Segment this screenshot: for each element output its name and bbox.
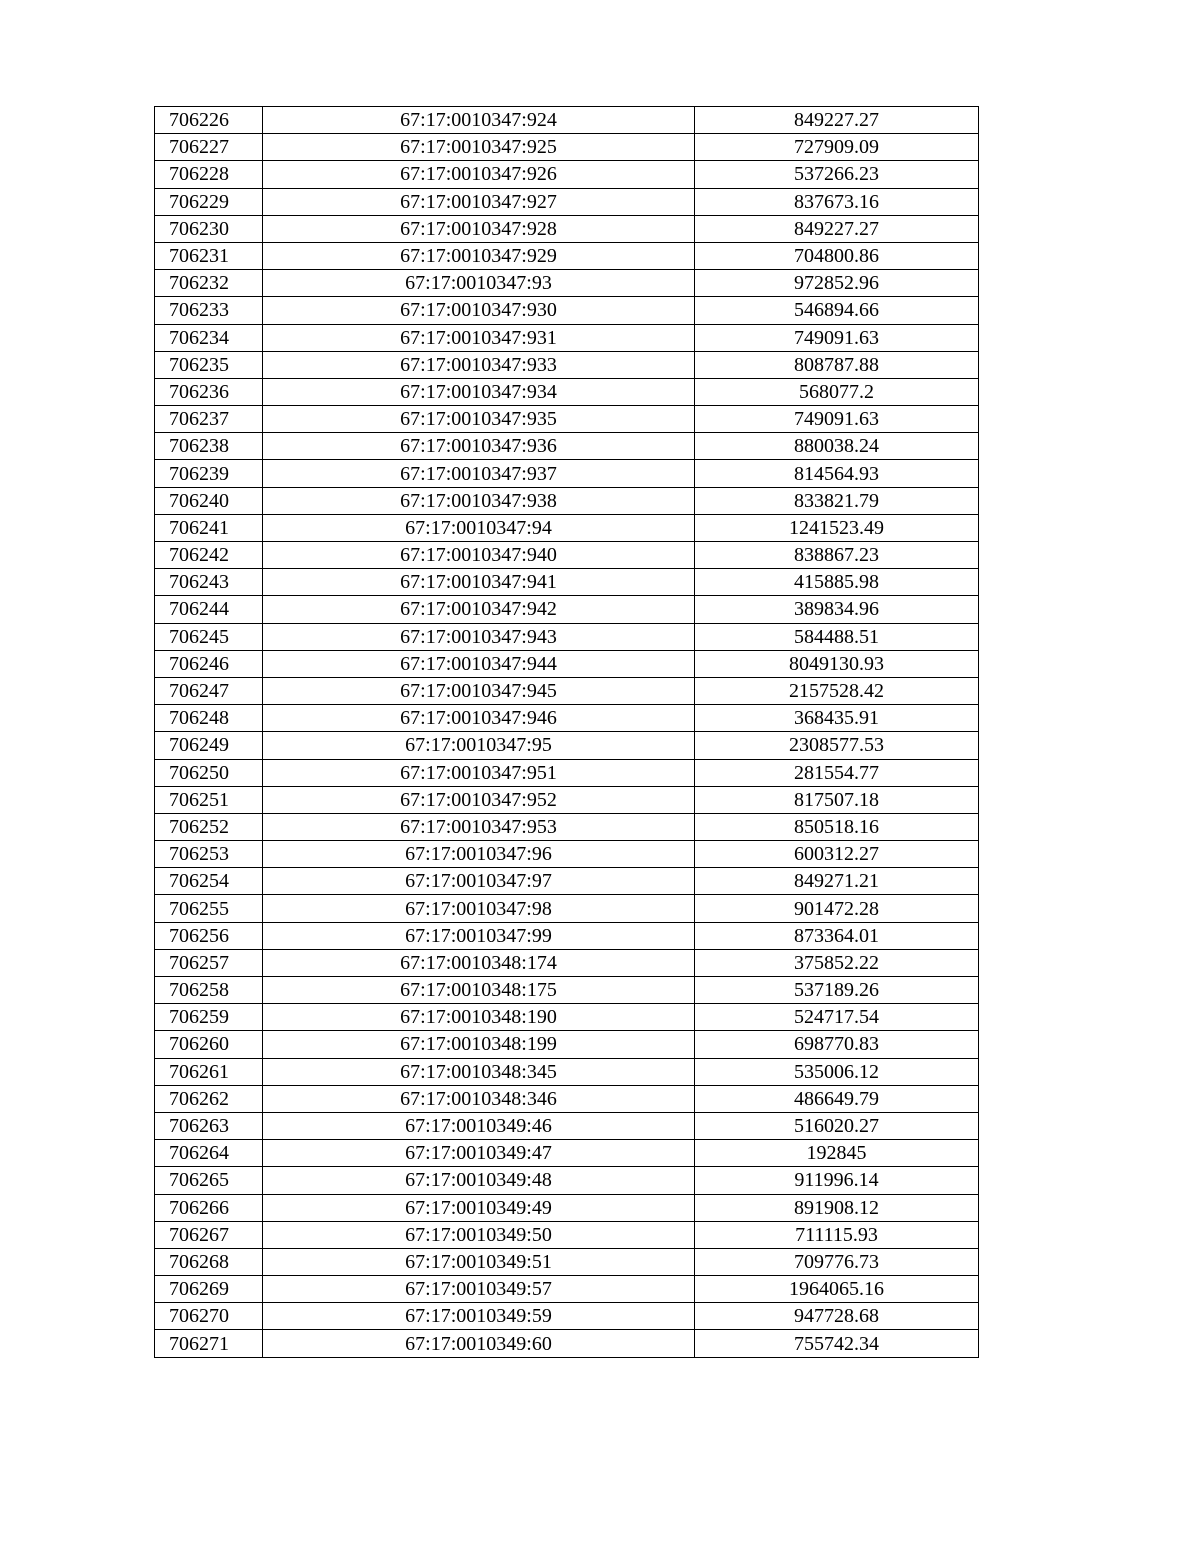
cadastral-value-cell: 698770.83	[695, 1031, 979, 1058]
cadastral-value-cell: 808787.88	[695, 351, 979, 378]
cadastral-number-cell: 67:17:0010347:93	[263, 270, 695, 297]
row-number-cell: 706227	[155, 134, 263, 161]
cadastral-value-cell: 584488.51	[695, 623, 979, 650]
cadastral-number-cell: 67:17:0010347:936	[263, 433, 695, 460]
cadastral-number-cell: 67:17:0010348:345	[263, 1058, 695, 1085]
cadastral-number-cell: 67:17:0010347:941	[263, 569, 695, 596]
cadastral-value-cell: 368435.91	[695, 705, 979, 732]
row-number-cell: 706254	[155, 868, 263, 895]
row-number-cell: 706262	[155, 1085, 263, 1112]
cadastral-value-cell: 873364.01	[695, 922, 979, 949]
table-row	[155, 487, 979, 514]
row-number-cell: 706259	[155, 1004, 263, 1031]
table-row	[155, 895, 979, 922]
cadastral-value-cell: 415885.98	[695, 569, 979, 596]
table-row	[155, 732, 979, 759]
cadastral-value-cell: 849227.27	[695, 215, 979, 242]
cadastral-value-cell: 389834.96	[695, 596, 979, 623]
cadastral-number-cell: 67:17:0010347:937	[263, 460, 695, 487]
cadastral-number-cell: 67:17:0010349:46	[263, 1112, 695, 1139]
cadastral-number-cell: 67:17:0010347:931	[263, 324, 695, 351]
cadastral-value-cell: 600312.27	[695, 841, 979, 868]
table-row	[155, 705, 979, 732]
cadastral-value-cell: 972852.96	[695, 270, 979, 297]
cadastral-value-cell: 814564.93	[695, 460, 979, 487]
row-number-cell: 706235	[155, 351, 263, 378]
table-row	[155, 161, 979, 188]
row-number-cell: 706241	[155, 514, 263, 541]
cadastral-number-cell: 67:17:0010347:946	[263, 705, 695, 732]
cadastral-value-cell: 546894.66	[695, 297, 979, 324]
table-row	[155, 1112, 979, 1139]
cadastral-value-cell: 727909.09	[695, 134, 979, 161]
table-row	[155, 297, 979, 324]
cadastral-value-cell: 537266.23	[695, 161, 979, 188]
table-row	[155, 107, 979, 134]
cadastral-value-cell: 837673.16	[695, 188, 979, 215]
cadastral-number-cell: 67:17:0010347:924	[263, 107, 695, 134]
cadastral-number-cell: 67:17:0010348:175	[263, 977, 695, 1004]
table-row	[155, 514, 979, 541]
cadastral-number-cell: 67:17:0010347:935	[263, 406, 695, 433]
table-row	[155, 460, 979, 487]
cadastral-value-cell: 568077.2	[695, 378, 979, 405]
cadastral-number-cell: 67:17:0010347:929	[263, 242, 695, 269]
cadastral-number-cell: 67:17:0010349:48	[263, 1167, 695, 1194]
cadastral-value-cell: 192845	[695, 1140, 979, 1167]
table-row	[155, 623, 979, 650]
row-number-cell: 706256	[155, 922, 263, 949]
cadastral-value-cell: 850518.16	[695, 813, 979, 840]
cadastral-number-cell: 67:17:0010349:49	[263, 1194, 695, 1221]
row-number-cell: 706229	[155, 188, 263, 215]
table-row	[155, 542, 979, 569]
cadastral-value-cell: 524717.54	[695, 1004, 979, 1031]
cadastral-value-cell: 704800.86	[695, 242, 979, 269]
table-row	[155, 922, 979, 949]
row-number-cell: 706257	[155, 949, 263, 976]
cadastral-number-cell: 67:17:0010347:938	[263, 487, 695, 514]
row-number-cell: 706266	[155, 1194, 263, 1221]
row-number-cell: 706242	[155, 542, 263, 569]
table-row	[155, 650, 979, 677]
row-number-cell: 706260	[155, 1031, 263, 1058]
cadastral-number-cell: 67:17:0010347:934	[263, 378, 695, 405]
cadastral-number-cell: 67:17:0010349:50	[263, 1221, 695, 1248]
row-number-cell: 706252	[155, 813, 263, 840]
cadastral-number-cell: 67:17:0010349:51	[263, 1248, 695, 1275]
cadastral-value-cell: 711115.93	[695, 1221, 979, 1248]
row-number-cell: 706271	[155, 1330, 263, 1357]
cadastral-number-cell: 67:17:0010347:97	[263, 868, 695, 895]
cadastral-value-cell: 849227.27	[695, 107, 979, 134]
cadastral-value-cell: 535006.12	[695, 1058, 979, 1085]
cadastral-value-cell: 281554.77	[695, 759, 979, 786]
cadastral-number-cell: 67:17:0010347:98	[263, 895, 695, 922]
cadastral-number-cell: 67:17:0010349:57	[263, 1276, 695, 1303]
cadastral-value-cell: 833821.79	[695, 487, 979, 514]
cadastral-number-cell: 67:17:0010349:47	[263, 1140, 695, 1167]
row-number-cell: 706232	[155, 270, 263, 297]
cadastral-number-cell: 67:17:0010347:940	[263, 542, 695, 569]
cadastral-number-cell: 67:17:0010348:346	[263, 1085, 695, 1112]
cadastral-value-cell: 947728.68	[695, 1303, 979, 1330]
table-row	[155, 596, 979, 623]
cadastral-number-cell: 67:17:0010347:944	[263, 650, 695, 677]
cadastral-number-cell: 67:17:0010347:925	[263, 134, 695, 161]
cadastral-number-cell: 67:17:0010348:174	[263, 949, 695, 976]
row-number-cell: 706258	[155, 977, 263, 1004]
table-row	[155, 270, 979, 297]
row-number-cell: 706265	[155, 1167, 263, 1194]
row-number-cell: 706249	[155, 732, 263, 759]
cadastral-value-cell: 709776.73	[695, 1248, 979, 1275]
row-number-cell: 706248	[155, 705, 263, 732]
table-row	[155, 1004, 979, 1031]
cadastral-number-cell: 67:17:0010347:96	[263, 841, 695, 868]
row-number-cell: 706264	[155, 1140, 263, 1167]
cadastral-value-cell: 516020.27	[695, 1112, 979, 1139]
cadastral-value-cell: 891908.12	[695, 1194, 979, 1221]
cadastral-value-cell: 755742.34	[695, 1330, 979, 1357]
row-number-cell: 706244	[155, 596, 263, 623]
cadastral-value-cell: 880038.24	[695, 433, 979, 460]
table-row	[155, 786, 979, 813]
table-row	[155, 134, 979, 161]
cadastral-value-cell: 1241523.49	[695, 514, 979, 541]
cadastral-number-cell: 67:17:0010347:943	[263, 623, 695, 650]
row-number-cell: 706239	[155, 460, 263, 487]
table-row	[155, 813, 979, 840]
cadastral-value-cell: 1964065.16	[695, 1276, 979, 1303]
row-number-cell: 706228	[155, 161, 263, 188]
table-row	[155, 1140, 979, 1167]
cadastral-value-table	[154, 106, 979, 1358]
cadastral-number-cell: 67:17:0010347:95	[263, 732, 695, 759]
cadastral-number-cell: 67:17:0010347:933	[263, 351, 695, 378]
table-row	[155, 188, 979, 215]
table-row	[155, 759, 979, 786]
table-row	[155, 1194, 979, 1221]
cadastral-value-cell: 749091.63	[695, 406, 979, 433]
row-number-cell: 706268	[155, 1248, 263, 1275]
cadastral-value-cell: 375852.22	[695, 949, 979, 976]
row-number-cell: 706247	[155, 677, 263, 704]
table-row	[155, 1085, 979, 1112]
cadastral-number-cell: 67:17:0010347:945	[263, 677, 695, 704]
cadastral-value-cell: 486649.79	[695, 1085, 979, 1112]
cadastral-number-cell: 67:17:0010347:99	[263, 922, 695, 949]
table-row	[155, 949, 979, 976]
row-number-cell: 706263	[155, 1112, 263, 1139]
cadastral-number-cell: 67:17:0010347:928	[263, 215, 695, 242]
row-number-cell: 706245	[155, 623, 263, 650]
cadastral-value-cell: 537189.26	[695, 977, 979, 1004]
cadastral-number-cell: 67:17:0010347:953	[263, 813, 695, 840]
table-row	[155, 1303, 979, 1330]
table-row	[155, 324, 979, 351]
row-number-cell: 706243	[155, 569, 263, 596]
table-row	[155, 1248, 979, 1275]
table-row	[155, 569, 979, 596]
cadastral-number-cell: 67:17:0010347:926	[263, 161, 695, 188]
cadastral-number-cell: 67:17:0010348:199	[263, 1031, 695, 1058]
row-number-cell: 706267	[155, 1221, 263, 1248]
cadastral-value-cell: 8049130.93	[695, 650, 979, 677]
table-body	[155, 107, 979, 1358]
table-row	[155, 215, 979, 242]
row-number-cell: 706233	[155, 297, 263, 324]
table-row	[155, 977, 979, 1004]
cadastral-number-cell: 67:17:0010348:190	[263, 1004, 695, 1031]
row-number-cell: 706237	[155, 406, 263, 433]
cadastral-number-cell: 67:17:0010349:60	[263, 1330, 695, 1357]
table-row	[155, 433, 979, 460]
table-row	[155, 1058, 979, 1085]
cadastral-number-cell: 67:17:0010347:927	[263, 188, 695, 215]
cadastral-number-cell: 67:17:0010349:59	[263, 1303, 695, 1330]
cadastral-number-cell: 67:17:0010347:951	[263, 759, 695, 786]
table-row	[155, 868, 979, 895]
cadastral-value-cell: 911996.14	[695, 1167, 979, 1194]
table-row	[155, 1221, 979, 1248]
table-row	[155, 1031, 979, 1058]
cadastral-number-cell: 67:17:0010347:942	[263, 596, 695, 623]
cadastral-value-cell: 2308577.53	[695, 732, 979, 759]
row-number-cell: 706234	[155, 324, 263, 351]
cadastral-value-cell: 817507.18	[695, 786, 979, 813]
cadastral-value-cell: 901472.28	[695, 895, 979, 922]
row-number-cell: 706238	[155, 433, 263, 460]
cadastral-number-cell: 67:17:0010347:930	[263, 297, 695, 324]
table-row	[155, 1330, 979, 1357]
row-number-cell: 706250	[155, 759, 263, 786]
row-number-cell: 706240	[155, 487, 263, 514]
row-number-cell: 706246	[155, 650, 263, 677]
table-row	[155, 351, 979, 378]
row-number-cell: 706270	[155, 1303, 263, 1330]
cadastral-value-cell: 849271.21	[695, 868, 979, 895]
table-row	[155, 677, 979, 704]
table-row	[155, 841, 979, 868]
cadastral-number-cell: 67:17:0010347:952	[263, 786, 695, 813]
cadastral-value-cell: 2157528.42	[695, 677, 979, 704]
cadastral-value-cell: 749091.63	[695, 324, 979, 351]
row-number-cell: 706269	[155, 1276, 263, 1303]
row-number-cell: 706253	[155, 841, 263, 868]
table-row	[155, 406, 979, 433]
cadastral-value-cell: 838867.23	[695, 542, 979, 569]
row-number-cell: 706255	[155, 895, 263, 922]
cadastral-number-cell: 67:17:0010347:94	[263, 514, 695, 541]
row-number-cell: 706236	[155, 378, 263, 405]
table-row	[155, 1276, 979, 1303]
table-row	[155, 378, 979, 405]
table-row	[155, 242, 979, 269]
row-number-cell: 706226	[155, 107, 263, 134]
row-number-cell: 706261	[155, 1058, 263, 1085]
row-number-cell: 706230	[155, 215, 263, 242]
row-number-cell: 706231	[155, 242, 263, 269]
row-number-cell: 706251	[155, 786, 263, 813]
table-row	[155, 1167, 979, 1194]
